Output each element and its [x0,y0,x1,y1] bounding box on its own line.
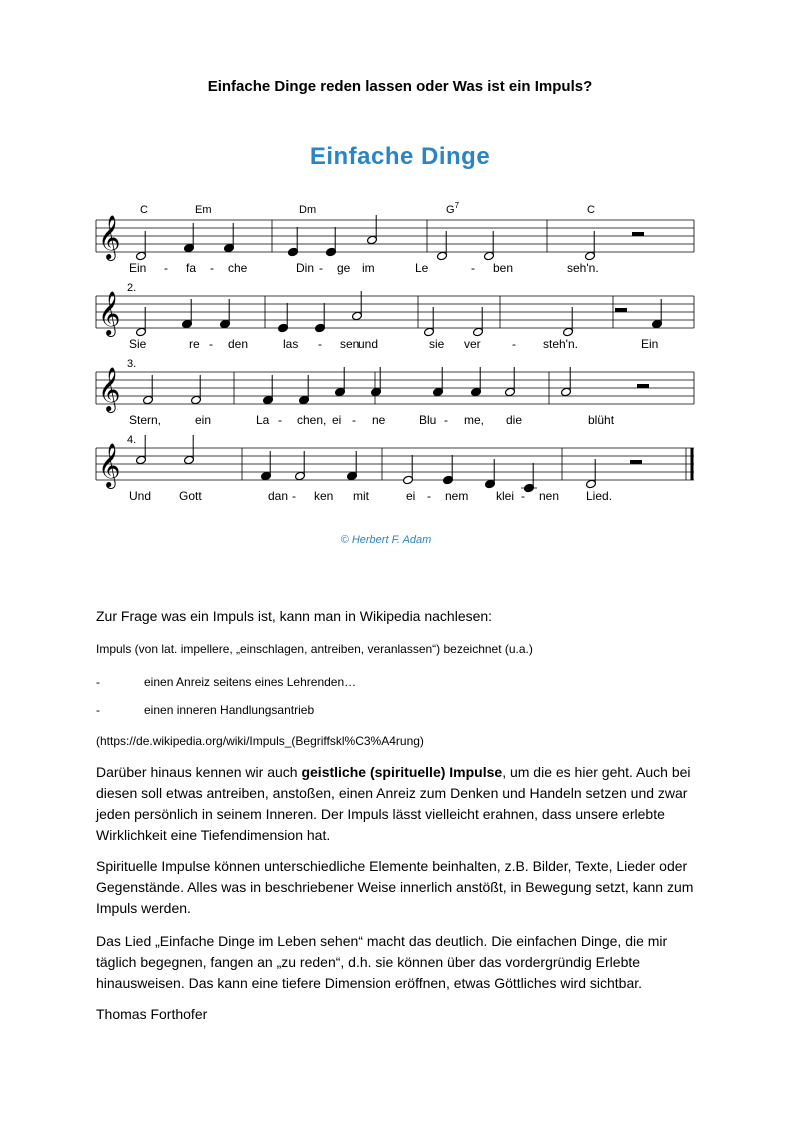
bullet-text: einen Anreiz seitens eines Lehrenden… [144,675,357,689]
lyric-syllable: - [292,489,296,503]
lyric-syllable: Ein [641,337,659,351]
lyric-syllable: ken [314,489,334,503]
lyric-syllable: ei [332,413,342,427]
lyric-syllable: sie [429,337,445,351]
lyric-syllable: - [521,489,525,503]
intro-text: Zur Frage was ein Impuls ist, kann man in Wikipedia nachlesen: [96,608,493,624]
lyric-syllable: und [358,337,379,351]
lyric-syllable: Sie [129,337,147,351]
definition-text: Impuls (von lat. impellere, „einschlagen, antreiben, veranlassen“) bezeichnet (u.a.) [96,642,533,656]
lyric-syllable: - [164,261,168,275]
lyric-syllable: den [228,337,249,351]
lyric-syllable: nem [445,489,469,503]
chord-symbol: Em [195,204,212,216]
measure-number: 2. [127,282,137,294]
lyric-syllable: blüht [588,413,615,427]
bullet-item [96,703,706,717]
lyric-syllable: che [228,261,248,275]
paragraph-text: Darüber hinaus kennen wir auch [96,764,302,780]
source-url: (https://de.wikipedia.org/wiki/Impuls_(Begriffskl%C3%A4rung) [96,734,424,748]
lyric-syllable: ne [372,413,386,427]
paragraph-text: , um die es hier geht. Auch bei diesen soll etwas antreiben, anstoßen, einen Anreiz zum Denken und Handeln setzen und zwar jeden persönlich in seinem Inneren. Der Impuls lässt vielleicht erahnen, dass unsere erlebte Wirklichkeit eine Tiefendimension hat. [96,764,691,843]
chord-symbol: C [587,204,595,216]
chord-extension: 7 [454,201,460,210]
music-system [96,282,694,351]
page-title: Einfache Dinge reden lassen oder Was ist ein Impuls? [207,78,593,95]
treble-clef: 𝄞 [98,443,121,487]
lyric-syllable: nen [539,489,560,503]
lyric-syllable: Le [415,261,429,275]
lyric-syllable: Gott [179,489,202,503]
lyric-syllable: mit [353,489,369,503]
lyric-syllable: La [256,413,270,427]
half-rest [615,308,627,312]
copyright-note: © Herbert F. Adam [340,534,432,546]
lyric-syllable: - [427,489,431,503]
lyric-syllable: im [362,261,375,275]
song-title: Einfache Dinge [309,143,491,170]
chord-symbol: Dm [299,204,317,216]
bullet-text: einen inneren Handlungsantrieb [144,703,315,717]
lyric-syllable: ein [195,413,212,427]
lyric-syllable: - [444,413,448,427]
lyric-syllable: - [512,337,516,351]
lyric-syllable: re [189,337,200,351]
lyric-syllable: chen, [297,413,327,427]
lyric-syllable: die [506,413,523,427]
lyric-syllable: Stern, [129,413,162,427]
lyric-syllable: klei [496,489,515,503]
lyric-syllable: sen [340,337,360,351]
lyric-syllable: seh'n. [567,261,599,275]
author-name: Thomas Forthofer [96,1006,208,1022]
lyric-syllable: Blu [419,413,437,427]
measure-number: 4. [127,434,137,446]
bullet-item [96,675,706,689]
treble-clef: 𝄞 [98,291,121,335]
music-system [96,434,694,503]
lyric-syllable: Ein [129,261,147,275]
half-rest [637,384,649,388]
paragraph-bold-text: geistliche (spirituelle) Impulse [301,764,503,780]
treble-clef: 𝄞 [98,215,121,259]
treble-clef: 𝄞 [98,367,121,411]
half-rest [630,460,642,464]
bullet-dash: - [96,675,100,689]
chord-symbol: $G^7$ [446,201,460,216]
lyric-syllable: fa [186,261,197,275]
paragraph-elements: Spirituelle Impulse können unterschiedliche Elemente beinhalten, z.B. Bilder, Texte, Lieder oder Gegenstände. Alles was in beschriebener Weise innerlich anstößt, in Bewegung setzt, kann zum Impuls werden. [96,858,694,916]
lyric-syllable: - [319,261,323,275]
lyric-syllable: ei [406,489,416,503]
lyric-syllable: Din [296,261,315,275]
lyric-syllable: steh'n. [543,337,578,351]
lyric-syllable: - [352,413,356,427]
bullet-dash: - [96,703,100,717]
lyric-syllable: - [318,337,322,351]
lyric-syllable: ben [493,261,514,275]
lyric-syllable: - [471,261,475,275]
lyric-syllable: Lied. [586,489,613,503]
paragraph-song: Das Lied „Einfache Dinge im Leben sehen“ macht das deutlich. Die einfachen Dinge, die mir täglich begegnen, fangen an „zu reden“, d.h. sie können über das vordergründig Erlebte hinausweisen. Das kann eine tiefere Dimension eröffnen, etwas Göttliches wird sichtbar. [96,933,668,991]
music-system [96,201,694,275]
sheet-music [0,190,800,530]
lyric-syllable: Und [129,489,152,503]
lyric-syllable: - [278,413,282,427]
lyric-syllable: - [209,337,213,351]
paragraph-spiritual-impulses [96,762,706,846]
half-rest [632,232,644,236]
lyric-syllable: - [210,261,214,275]
lyric-syllable: las [283,337,299,351]
music-system [96,358,694,427]
measure-number: 3. [127,358,137,370]
lyric-syllable: me, [464,413,485,427]
lyric-syllable: dan [268,489,289,503]
chord-symbol: C [140,204,148,216]
lyric-syllable: ge [337,261,351,275]
lyric-syllable: ver [464,337,481,351]
